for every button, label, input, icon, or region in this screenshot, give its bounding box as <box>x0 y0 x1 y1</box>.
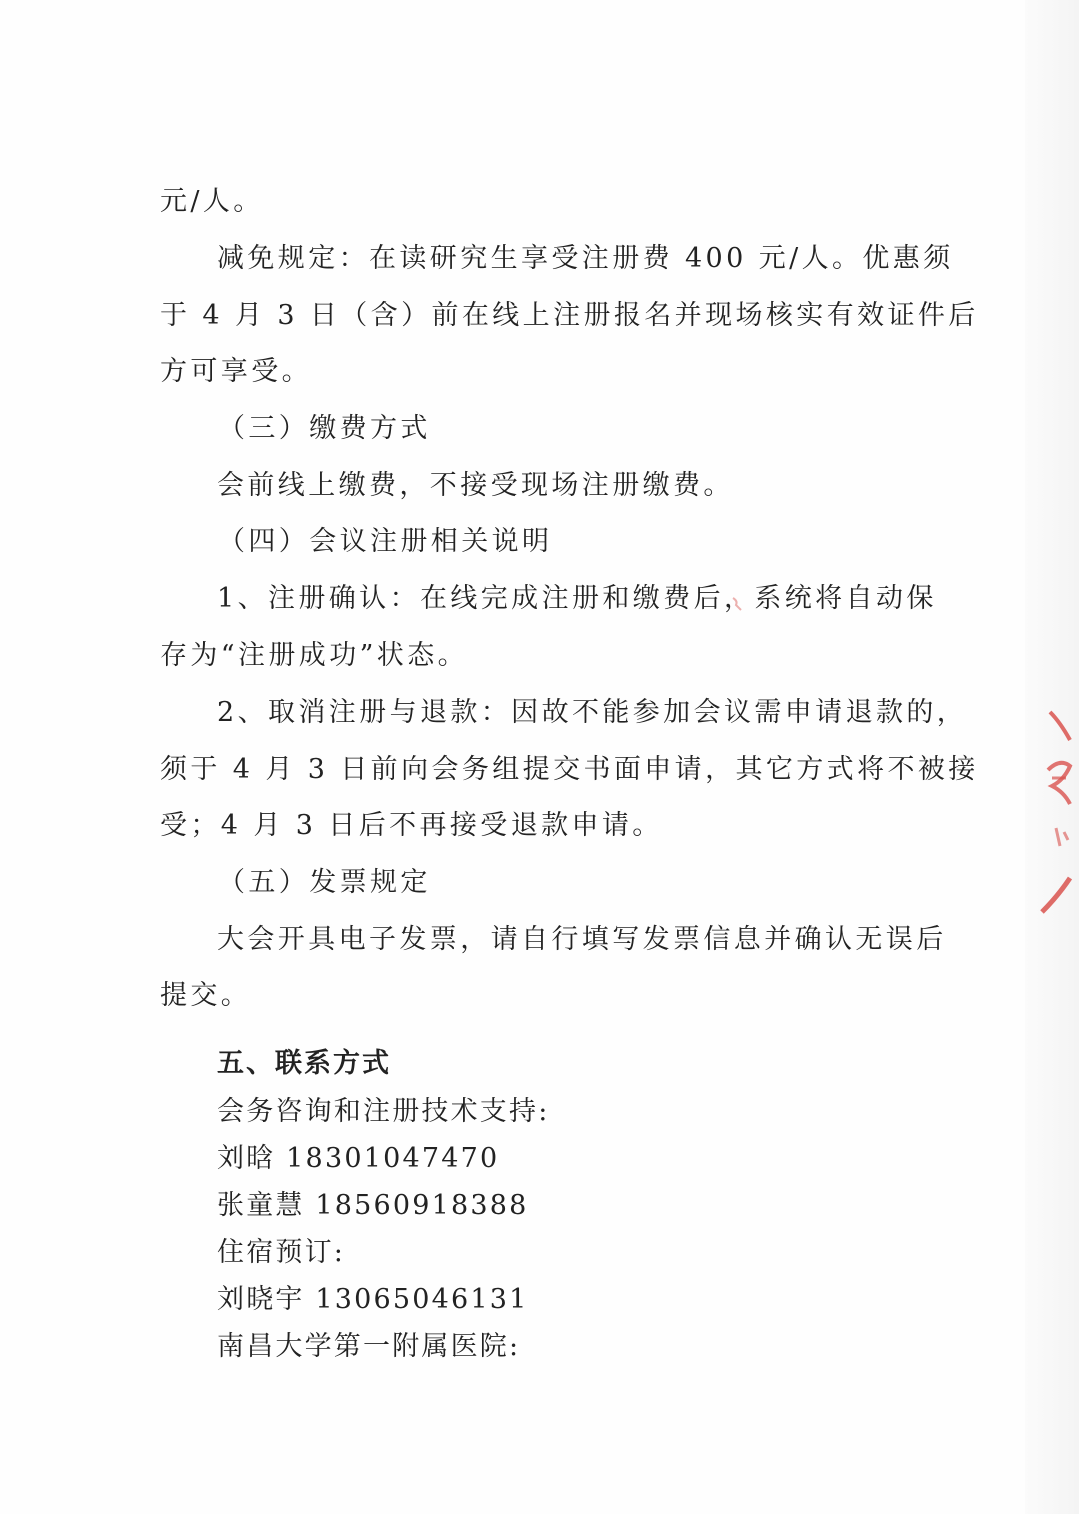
subheading-invoice: （五）发票规定 <box>218 867 431 898</box>
body-line-confirmation-end: 存为“注册成功”状态。 <box>160 640 469 671</box>
body-line-confirmation: 1、注册确认：在线完成注册和缴费后，系统将自动保 <box>217 583 937 614</box>
body-line-fee-unit: 元/人。 <box>160 186 264 217</box>
body-line-invoice: 大会开具电子发票，请自行填写发票信息并确认无误后 <box>217 924 947 955</box>
contact-label-hospital: 南昌大学第一附属医院: <box>217 1331 521 1362</box>
body-line-refund-end: 受；4 月 3 日后不再接受退款申请。 <box>160 810 663 841</box>
subheading-registration-notes: （四）会议注册相关说明 <box>218 526 553 557</box>
contact-entry: 张童慧 18560918388 <box>217 1190 529 1221</box>
red-seal-stamp-fragment <box>1030 700 1079 930</box>
contact-entry: 刘晗 18301047470 <box>217 1143 500 1174</box>
contact-label-support: 会务咨询和注册技术支持: <box>217 1096 550 1127</box>
body-line-invoice-end: 提交。 <box>160 980 252 1011</box>
section-heading-contact: 五、联系方式 <box>217 1048 391 1079</box>
contact-entry: 刘晓宇 13065046131 <box>217 1284 529 1315</box>
body-line-discount-end: 方可享受。 <box>160 356 312 387</box>
body-line-refund-deadline: 须于 4 月 3 日前向会务组提交书面申请，其它方式将不被接 <box>160 754 979 785</box>
body-line-payment: 会前线上缴费，不接受现场注册缴费。 <box>217 470 734 501</box>
contact-label-lodging: 住宿预订: <box>217 1237 346 1268</box>
seal-ink-speck <box>730 595 744 613</box>
body-line-discount-deadline: 于 4 月 3 日（含）前在线上注册报名并现场核实有效证件后 <box>160 300 979 331</box>
subheading-payment-method: （三）缴费方式 <box>218 413 431 444</box>
body-line-discount-rule: 减免规定：在读研究生享受注册费 400 元/人。优惠须 <box>217 243 954 274</box>
body-line-refund: 2、取消注册与退款：因故不能参加会议需申请退款的， <box>217 697 968 728</box>
